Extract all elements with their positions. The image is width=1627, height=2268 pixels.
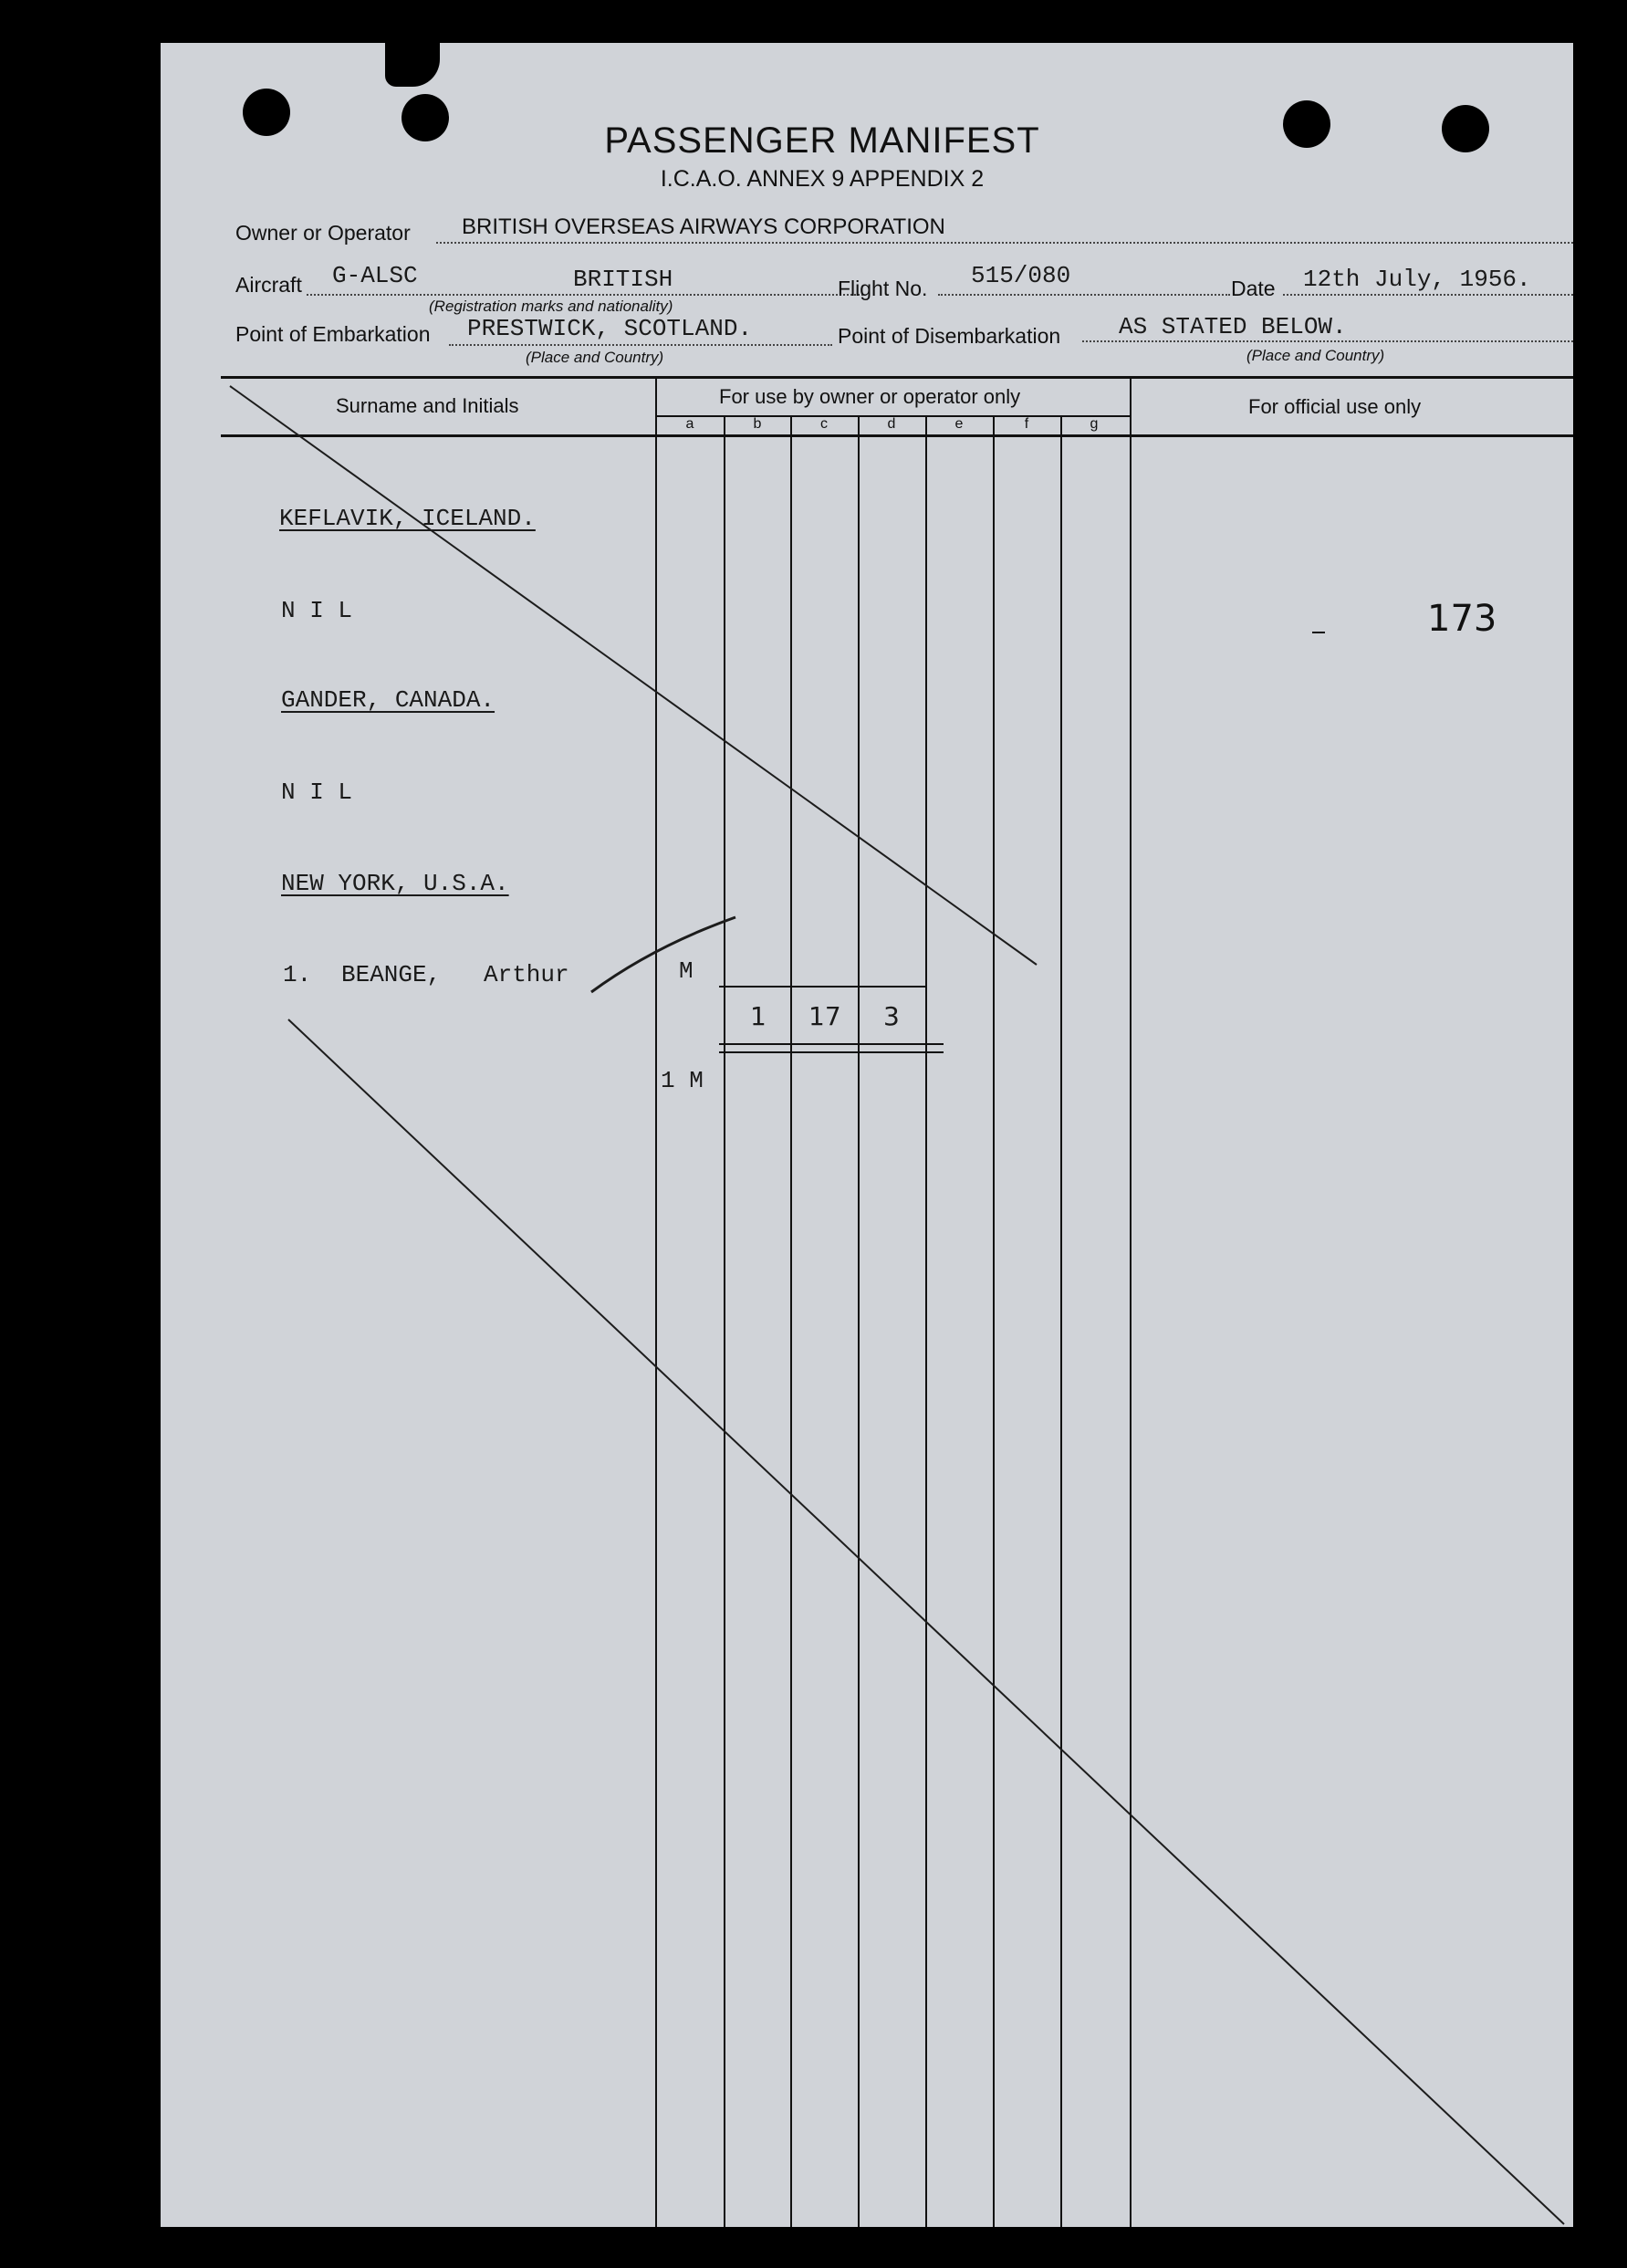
gander-passengers: N I L: [281, 779, 353, 806]
fare-pounds: 1: [750, 1001, 767, 1031]
aircraft-registration: G-ALSC: [332, 262, 418, 289]
passenger-number: 1.: [283, 961, 312, 988]
subcolumn-g: g: [1090, 416, 1099, 432]
registration-note: (Registration marks and nationality): [429, 298, 673, 315]
column-header-official: For official use only: [1248, 395, 1422, 418]
keflavik-passengers: N I L: [281, 597, 353, 624]
page-title: PASSENGER MANIFEST: [604, 120, 1040, 161]
passenger-forename: Arthur: [484, 961, 569, 988]
passenger-total: 1 M: [661, 1067, 704, 1094]
destination-new-york: NEW YORK, U.S.A.: [281, 870, 509, 897]
disembarkation-note: (Place and Country): [1246, 347, 1385, 364]
column-header-owner: For use by owner or operator only: [719, 385, 1021, 408]
flight-number: 515/080: [971, 262, 1071, 289]
official-number: 173: [1427, 598, 1497, 640]
flight-label: Flight No.: [838, 277, 928, 300]
subcolumn-c: c: [820, 416, 828, 432]
subcolumn-d: d: [887, 416, 896, 432]
embarkation-value: PRESTWICK, SCOTLAND.: [467, 315, 753, 342]
passenger-sex: M: [679, 957, 694, 985]
embarkation-label: Point of Embarkation: [235, 322, 431, 346]
cancel-stroke-upper: [230, 386, 1037, 965]
date-value: 12th July, 1956.: [1303, 266, 1531, 293]
manifest-sheet: [161, 43, 1573, 2227]
subcolumn-e: e: [954, 416, 964, 432]
column-header-surname: Surname and Initials: [336, 394, 519, 417]
aircraft-nationality: BRITISH: [573, 266, 673, 293]
cancel-stroke-lower: [288, 1019, 1564, 2224]
subcolumn-f: f: [1024, 416, 1029, 432]
cancellation-strokes: [161, 43, 1573, 2227]
handwritten-tick: [591, 917, 735, 992]
destination-gander: GANDER, CANADA.: [281, 686, 495, 714]
subcolumn-b: b: [753, 416, 762, 432]
fare-shillings: 17: [808, 1001, 841, 1031]
aircraft-label: Aircraft: [235, 273, 302, 297]
destination-keflavik: KEFLAVIK, ICELAND.: [279, 505, 536, 532]
passenger-surname: BEANGE,: [341, 961, 442, 988]
fare-pence: 3: [883, 1001, 900, 1031]
disembarkation-label: Point of Disembarkation: [838, 324, 1061, 348]
page-subtitle: I.C.A.O. ANNEX 9 APPENDIX 2: [660, 166, 985, 192]
owner-label: Owner or Operator: [235, 221, 411, 245]
disembarkation-value: AS STATED BELOW.: [1119, 313, 1347, 340]
embarkation-note: (Place and Country): [526, 349, 664, 366]
subcolumn-a: a: [685, 416, 694, 432]
owner-value: BRITISH OVERSEAS AIRWAYS CORPORATION: [462, 214, 945, 239]
date-label: Date: [1231, 277, 1276, 300]
